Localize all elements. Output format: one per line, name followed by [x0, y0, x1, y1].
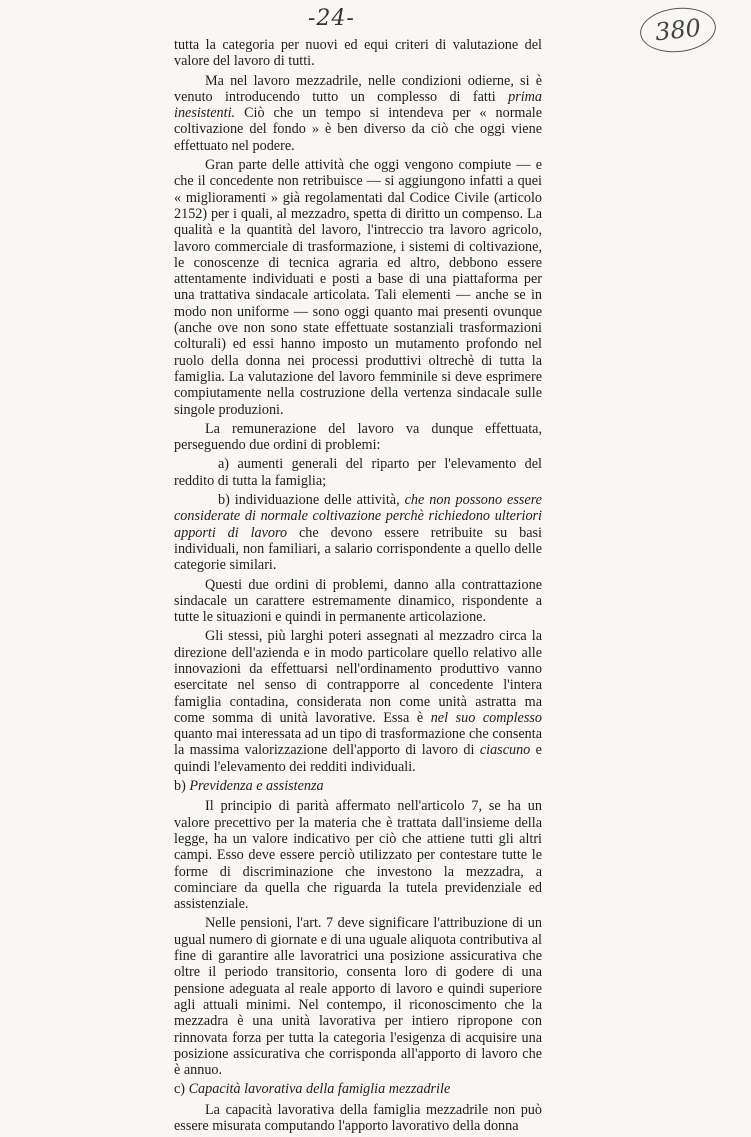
list-item: b) individuazione delle attività, che non possono essere considerate di normale coltivazione perchè richiedono ulteriori apporti di lavoro che devono essere retribuite su basi individuali, non familiari, a salario corrispondente a quello delle categorie similari.	[174, 492, 542, 574]
paragraph: Il principio di parità affermato nell'articolo 7, se ha un valore precettivo per la materia che è trattata dall'insieme della legge, ha un valore indicativo per ciò che attiene tutti gli altri campi. Esso deve essere perciò utilizzato per contestare tutte le forme di discriminazione che investono la mezzadra, a cominciare da quella che riguarda la tutela previdenziale ed assistenziale.	[174, 798, 542, 913]
paragraph: Questi due ordini di problemi, danno alla contrattazione sindacale un carattere estremamente dinamico, rispondente a tutte le situazioni e quindi in permanente articolazione.	[174, 576, 542, 626]
list-item: a) aumenti generali del riparto per l'elevamento del reddito di tutta la famiglia;	[174, 456, 542, 489]
circled-archive-number: 380	[638, 4, 718, 56]
section-heading: c) Capacità lavorativa della famiglia mezzadrile	[174, 1081, 451, 1098]
paragraph: Gli stessi, più larghi poteri assegnati al mezzadro circa la direzione dell'azienda e in modo particolare quello relativo alle innovazioni da effettuarsi nell'ordinamento produttivo vanno esercitate nel senso di contrapporre al concedente l'intera famiglia contadina, considerata non come unità astratta ma come somma di unità lavorative. Essa è nel suo complesso quanto mai interessata ad un tipo di trasformazione che consenta la massima valorizzazione dell'apporto di lavoro di ciascuno e quindi l'elevamento dei redditi individuali.	[174, 628, 542, 775]
paragraph: Nelle pensioni, l'art. 7 deve significare l'attribuzione di un ugual numero di giornate e di una uguale aliquota contributiva al fine di garantire alle lavoratrici una posizione assicurativa che oltre il periodo transitorio, consenta loro di godere di una pensione adeguata al reale apporto di lavoro e quindi superiore agli attuali minimi. Nel contempo, il riconoscimento che la mezzadra è una unità lavorativa per intiero ripropone con rinnovata forza per tutta la categoria l'esigenza di acquisire una posizione assicurativa che corrisponda all'apporto di lavoro che è annuo.	[174, 915, 542, 1079]
handwritten-page-number: -24-	[308, 6, 355, 31]
paragraph: tutta la categoria per nuovi ed equi criteri di valutazione del valore del lavoro di tutti.	[174, 37, 542, 70]
paragraph: Gran parte delle attività che oggi vengono compiute — e che il concedente non retribuisce — si aggiungono infatti a quei « miglioramenti » già regolamentati dal Codice Civile (articolo 2152) per i quali, al mezzadro, spetta di diritto un compenso. La qualità e la quantità del lavoro, l'intreccio tra lavoro agricolo, lavoro commerciale di trasformazione, i sistemi di coltivazione, le conoscenze di tecnica agraria ed altro, debbono essere attentamente individuati e posti a base di una piattaforma per una trattativa sindacale articolata. Tali elementi — anche se in modo non uniforme — sono oggi quanto mai presenti ovunque (anche ove non sono state effettuate sostanziali trasformazioni colturali) ed essi hanno imposto un mutamento profondo nel ruolo della donna nei processi produttivi oltrechè di tutta la famiglia. La valutazione del lavoro femminile si deve esprimere compiutamente nella costruzione della vertenza sindacale sulle singole produzioni.	[174, 157, 542, 418]
section-heading: b) Previdenza e assistenza	[174, 778, 324, 795]
body-text	[174, 37, 542, 1137]
paragraph: La remunerazione del lavoro va dunque effettuata, perseguendo due ordini di problemi:	[174, 420, 542, 454]
paragraph: Ma nel lavoro mezzadrile, nelle condizioni odierne, si è venuto introducendo tutto un complesso di fatti prima inesistenti. Ciò che un tempo si intendeva per « normale coltivazione del fondo » è ben diverso da ciò che oggi viene effettuato nel podere.	[174, 72, 542, 154]
paragraph: La capacità lavorativa della famiglia mezzadrile non può essere misurata computando l'apporto lavorativo della donna	[174, 1101, 542, 1134]
